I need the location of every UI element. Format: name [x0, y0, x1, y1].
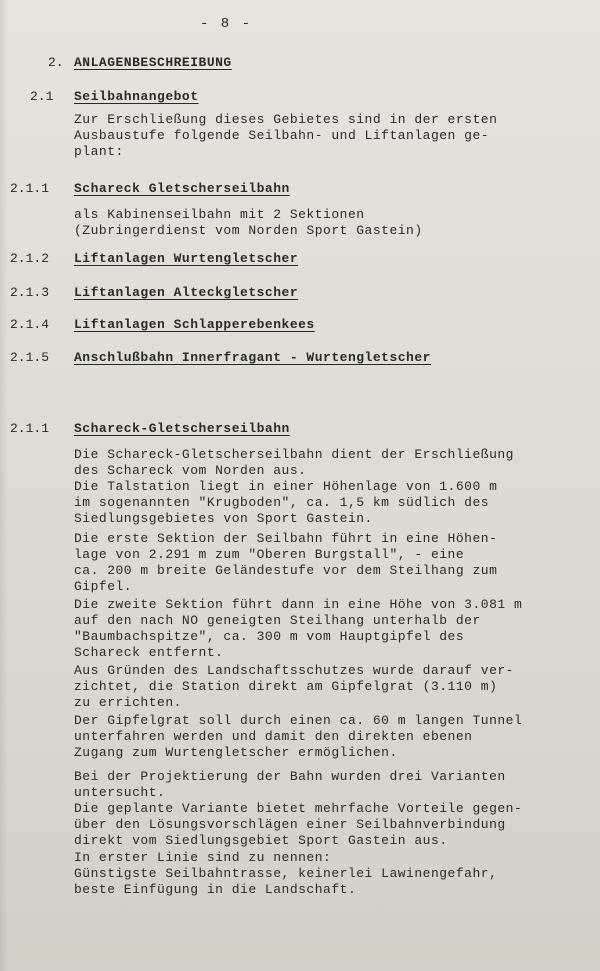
subsection-text-line: Zur Erschließung dieses Gebietes sind in der ersten	[74, 112, 498, 127]
detail-text-line: Zugang zum Wurtengletscher ermöglichen.	[74, 745, 398, 760]
detail-text-line: Siedlungsgebietes von Sport Gastein.	[74, 511, 373, 526]
list-item-text-line: (Zubringerdienst vom Norden Sport Gastein)	[74, 223, 423, 238]
detail-text-line: "Baumbachspitze", ca. 300 m vom Hauptgipfel des	[74, 629, 465, 644]
detail-text-line: Der Gipfelgrat soll durch einen ca. 60 m langen Tunnel	[74, 713, 523, 728]
detail-text-line: direkt vom Siedlungsgebiet Sport Gastein aus.	[74, 833, 448, 848]
detail-text-line: Die Schareck-Gletscherseilbahn dient der Erschließung	[74, 447, 514, 462]
detail-number: 2.1.1	[10, 421, 50, 436]
list-item-title: Liftanlagen Alteckgletscher	[74, 285, 299, 300]
list-item-number: 2.1.1	[10, 181, 50, 196]
list-item-number: 2.1.5	[10, 350, 50, 365]
detail-text-line: im sogenannten "Krugboden", ca. 1,5 km südlich des	[74, 495, 490, 510]
detail-text-line: Die erste Sektion der Seilbahn führt in eine Höhen-	[74, 531, 498, 546]
detail-text-line: Gipfel.	[74, 579, 133, 594]
subsection-text-line: plant:	[74, 144, 124, 159]
detail-text-line: unterfahren werden und damit den direkten ebenen	[74, 729, 473, 744]
subsection-title: Seilbahnangebot	[74, 89, 199, 104]
detail-text-line: auf den nach NO geneigten Steilhang unterhalb der	[74, 613, 481, 628]
detail-text-line: Die Talstation liegt in einer Höhenlage von 1.600 m	[74, 479, 498, 494]
section-number: 2.	[48, 55, 64, 70]
list-item-title: Liftanlagen Wurtengletscher	[74, 251, 299, 266]
detail-text-line: Schareck entfernt.	[74, 645, 224, 660]
list-item-title: Anschlußbahn Innerfragant - Wurtengletscher	[74, 350, 431, 365]
detail-text-line: Die geplante Variante bietet mehrfache Vorteile gegen-	[74, 801, 523, 816]
list-item-number: 2.1.4	[10, 317, 50, 332]
detail-text-line: In erster Linie sind zu nennen:	[74, 850, 332, 865]
list-item-number: 2.1.2	[10, 251, 50, 266]
page-number: - 8 -	[200, 16, 253, 32]
subsection-text-line: Ausbaustufe folgende Seilbahn- und Liftanlagen ge-	[74, 128, 490, 143]
list-item-title: Schareck Gletscherseilbahn	[74, 181, 290, 196]
detail-title: Schareck-Gletscherseilbahn	[74, 421, 290, 436]
section-title: ANLAGENBESCHREIBUNG	[74, 55, 232, 70]
detail-text-line: Aus Gründen des Landschaftsschutzes wurde darauf ver-	[74, 663, 514, 678]
page-shadow	[0, 0, 8, 971]
subsection-number: 2.1	[30, 89, 54, 104]
list-item-title: Liftanlagen Schlapperebenkees	[74, 317, 315, 332]
detail-text-line: Bei der Projektierung der Bahn wurden drei Varianten	[74, 769, 506, 784]
detail-text-line: beste Einfügung in die Landschaft.	[74, 882, 357, 897]
detail-text-line: ca. 200 m breite Geländestufe vor dem Steilhang zum	[74, 563, 498, 578]
detail-text-line: zu errichten.	[74, 695, 182, 710]
list-item-text-line: als Kabinenseilbahn mit 2 Sektionen	[74, 207, 365, 222]
detail-text-line: lage von 2.291 m zum "Oberen Burgstall", - eine	[74, 547, 465, 562]
detail-text-line: zichtet, die Station direkt am Gipfelgrat (3.110 m)	[74, 679, 498, 694]
detail-text-line: Die zweite Sektion führt dann in eine Höhe von 3.081 m	[74, 597, 523, 612]
detail-text-line: des Schareck vom Norden aus.	[74, 463, 307, 478]
detail-text-line: untersucht.	[74, 785, 166, 800]
detail-text-line: über den Lösungsvorschlägen einer Seilbahnverbindung	[74, 817, 506, 832]
detail-text-line: Günstigste Seilbahntrasse, keinerlei Lawinengefahr,	[74, 866, 498, 881]
list-item-number: 2.1.3	[10, 285, 50, 300]
